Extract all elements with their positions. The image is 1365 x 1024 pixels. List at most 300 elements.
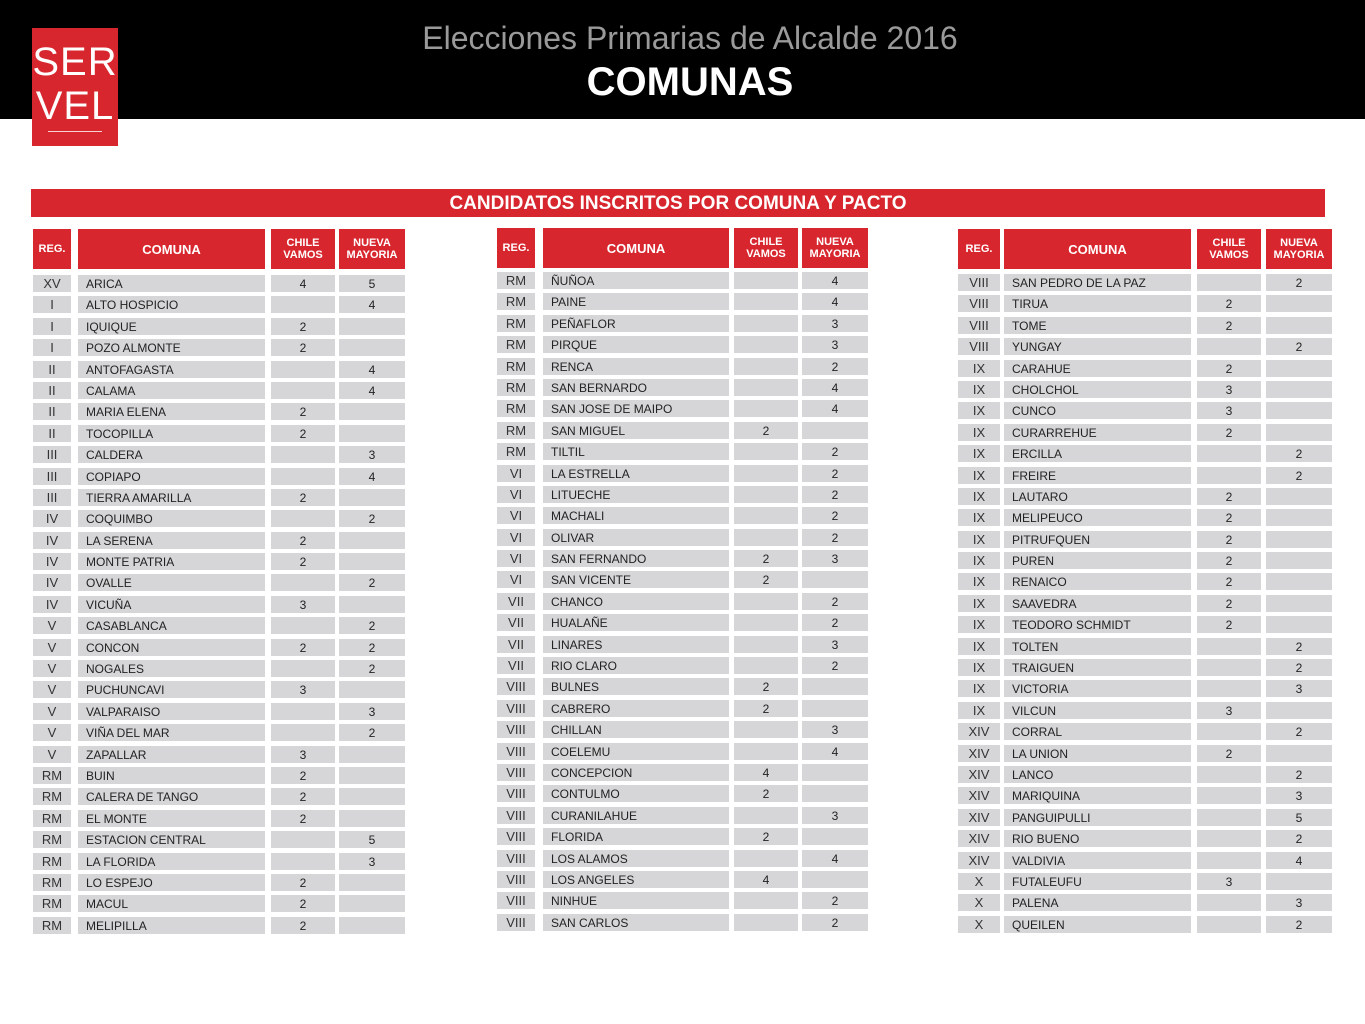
cell-chile-vamos: [271, 468, 335, 485]
cell-chile-vamos: 4: [734, 871, 798, 888]
cell-reg: VII: [497, 614, 535, 631]
cell-comuna: FUTALEUFU: [1004, 873, 1191, 890]
cell-reg: IX: [958, 445, 1000, 462]
cell-chile-vamos: [734, 529, 798, 546]
cell-reg: IV: [33, 574, 71, 591]
cell-comuna: FLORIDA: [543, 828, 729, 845]
cell-nueva-mayoria: 2: [1266, 766, 1332, 783]
cell-nueva-mayoria: [1266, 488, 1332, 505]
cell-comuna: MELIPEUCO: [1004, 509, 1191, 526]
cell-reg: VI: [497, 507, 535, 524]
cell-chile-vamos: [734, 721, 798, 738]
cell-nueva-mayoria: [1266, 509, 1332, 526]
cell-reg: IX: [958, 424, 1000, 441]
cell-chile-vamos: [734, 443, 798, 460]
cell-chile-vamos: 2: [734, 678, 798, 695]
cell-nueva-mayoria: 2: [1266, 467, 1332, 484]
cell-reg: XIV: [958, 745, 1000, 762]
cell-nueva-mayoria: 3: [802, 636, 868, 653]
cell-chile-vamos: [271, 703, 335, 720]
cell-nueva-mayoria: 3: [802, 721, 868, 738]
cell-nueva-mayoria: 4: [339, 468, 405, 485]
cell-comuna: LA ESTRELLA: [543, 465, 729, 482]
top-banner: [0, 0, 1365, 128]
cell-reg: IX: [958, 381, 1000, 398]
cell-nueva-mayoria: 5: [339, 275, 405, 292]
cell-nueva-mayoria: 4: [802, 400, 868, 417]
cell-comuna: NOGALES: [78, 660, 265, 677]
cell-reg: IV: [33, 553, 71, 570]
cell-chile-vamos: 2: [1197, 573, 1261, 590]
cell-chile-vamos: [1197, 766, 1261, 783]
cell-nueva-mayoria: [1266, 595, 1332, 612]
cell-nueva-mayoria: [339, 489, 405, 506]
cell-comuna: VALDIVIA: [1004, 852, 1191, 869]
cell-nueva-mayoria: [339, 596, 405, 613]
cell-reg: IX: [958, 573, 1000, 590]
cell-nueva-mayoria: 4: [802, 379, 868, 396]
cell-comuna: TIERRA AMARILLA: [78, 489, 265, 506]
cell-nueva-mayoria: [1266, 402, 1332, 419]
cell-nueva-mayoria: [339, 318, 405, 335]
cell-reg: IX: [958, 360, 1000, 377]
cell-chile-vamos: [734, 465, 798, 482]
cell-comuna: SAN PEDRO DE LA PAZ: [1004, 274, 1191, 291]
cell-comuna: FREIRE: [1004, 467, 1191, 484]
cell-reg: RM: [497, 293, 535, 310]
cell-reg: RM: [33, 917, 71, 934]
cell-reg: IX: [958, 509, 1000, 526]
cell-nueva-mayoria: 3: [1266, 787, 1332, 804]
cell-reg: VIII: [958, 338, 1000, 355]
cell-nueva-mayoria: 4: [802, 850, 868, 867]
header-comuna: COMUNA: [543, 228, 729, 268]
cell-nueva-mayoria: 2: [1266, 274, 1332, 291]
cell-nueva-mayoria: [802, 678, 868, 695]
cell-nueva-mayoria: 2: [802, 465, 868, 482]
cell-chile-vamos: [1197, 852, 1261, 869]
cell-nueva-mayoria: 5: [339, 831, 405, 848]
cell-nueva-mayoria: 2: [339, 639, 405, 656]
cell-comuna: CALDERA: [78, 446, 265, 463]
cell-comuna: RENCA: [543, 358, 729, 375]
cell-comuna: CONTULMO: [543, 785, 729, 802]
cell-chile-vamos: [1197, 916, 1261, 933]
cell-chile-vamos: [734, 336, 798, 353]
cell-chile-vamos: 3: [1197, 873, 1261, 890]
cell-chile-vamos: [271, 510, 335, 527]
cell-chile-vamos: 2: [271, 318, 335, 335]
cell-chile-vamos: 2: [1197, 360, 1261, 377]
cell-comuna: RENAICO: [1004, 573, 1191, 590]
cell-reg: IX: [958, 702, 1000, 719]
cell-nueva-mayoria: 2: [802, 507, 868, 524]
cell-comuna: CARAHUE: [1004, 360, 1191, 377]
cell-chile-vamos: [271, 617, 335, 634]
cell-chile-vamos: 4: [734, 764, 798, 781]
cell-chile-vamos: [1197, 638, 1261, 655]
cell-reg: IX: [958, 531, 1000, 548]
cell-nueva-mayoria: 2: [339, 574, 405, 591]
cell-comuna: MELIPILLA: [78, 917, 265, 934]
cell-reg: V: [33, 660, 71, 677]
cell-reg: V: [33, 724, 71, 741]
cell-chile-vamos: 2: [1197, 616, 1261, 633]
cell-reg: RM: [497, 400, 535, 417]
cell-nueva-mayoria: 3: [339, 853, 405, 870]
cell-nueva-mayoria: 2: [1266, 338, 1332, 355]
cell-reg: III: [33, 446, 71, 463]
cell-reg: RM: [33, 810, 71, 827]
cell-chile-vamos: [734, 507, 798, 524]
cell-chile-vamos: [1197, 274, 1261, 291]
cell-reg: VIII: [958, 295, 1000, 312]
cell-comuna: PUREN: [1004, 552, 1191, 569]
cell-reg: I: [33, 339, 71, 356]
cell-reg: RM: [497, 336, 535, 353]
cell-reg: VIII: [497, 785, 535, 802]
cell-nueva-mayoria: 2: [1266, 445, 1332, 462]
cell-comuna: LINARES: [543, 636, 729, 653]
header-reg: REG.: [958, 229, 1000, 269]
cell-reg: RM: [33, 788, 71, 805]
cell-comuna: POZO ALMONTE: [78, 339, 265, 356]
cell-comuna: ESTACION CENTRAL: [78, 831, 265, 848]
cell-comuna: ZAPALLAR: [78, 746, 265, 763]
cell-nueva-mayoria: [802, 571, 868, 588]
cell-reg: VIII: [497, 828, 535, 845]
cell-chile-vamos: [271, 382, 335, 399]
cell-nueva-mayoria: [1266, 873, 1332, 890]
cell-chile-vamos: 2: [734, 785, 798, 802]
cell-chile-vamos: [734, 850, 798, 867]
cell-chile-vamos: [271, 296, 335, 313]
cell-comuna: TEODORO SCHMIDT: [1004, 616, 1191, 633]
cell-comuna: VILCUN: [1004, 702, 1191, 719]
cell-reg: VI: [497, 486, 535, 503]
cell-chile-vamos: [734, 593, 798, 610]
cell-chile-vamos: 2: [271, 553, 335, 570]
cell-chile-vamos: [271, 853, 335, 870]
cell-reg: VIII: [497, 678, 535, 695]
cell-chile-vamos: [734, 614, 798, 631]
cell-reg: IX: [958, 638, 1000, 655]
cell-chile-vamos: [734, 400, 798, 417]
cell-nueva-mayoria: [1266, 295, 1332, 312]
cell-comuna: VICTORIA: [1004, 680, 1191, 697]
cell-nueva-mayoria: 4: [802, 272, 868, 289]
cell-comuna: PITRUFQUEN: [1004, 531, 1191, 548]
cell-chile-vamos: [734, 914, 798, 931]
cell-nueva-mayoria: 2: [339, 510, 405, 527]
cell-nueva-mayoria: [339, 403, 405, 420]
cell-reg: VIII: [497, 892, 535, 909]
cell-nueva-mayoria: 2: [802, 529, 868, 546]
cell-comuna: CURARREHUE: [1004, 424, 1191, 441]
cell-reg: RM: [33, 853, 71, 870]
logo-line-2: VEL: [35, 84, 115, 128]
cell-comuna: SAN JOSE DE MAIPO: [543, 400, 729, 417]
cell-nueva-mayoria: [1266, 702, 1332, 719]
cell-nueva-mayoria: 2: [1266, 830, 1332, 847]
cell-chile-vamos: 2: [271, 917, 335, 934]
cell-comuna: RIO BUENO: [1004, 830, 1191, 847]
cell-chile-vamos: [734, 379, 798, 396]
cell-nueva-mayoria: 5: [1266, 809, 1332, 826]
cell-nueva-mayoria: [802, 422, 868, 439]
cell-nueva-mayoria: [339, 874, 405, 891]
cell-comuna: CUNCO: [1004, 402, 1191, 419]
cell-nueva-mayoria: 2: [339, 617, 405, 634]
cell-reg: IV: [33, 510, 71, 527]
cell-comuna: VALPARAISO: [78, 703, 265, 720]
cell-comuna: CHANCO: [543, 593, 729, 610]
cell-comuna: PAINE: [543, 293, 729, 310]
cell-chile-vamos: [1197, 830, 1261, 847]
cell-chile-vamos: [1197, 338, 1261, 355]
cell-chile-vamos: 2: [271, 339, 335, 356]
cell-nueva-mayoria: 3: [802, 807, 868, 824]
cell-reg: XIV: [958, 766, 1000, 783]
cell-comuna: SAN FERNANDO: [543, 550, 729, 567]
cell-comuna: HUALAÑE: [543, 614, 729, 631]
cell-nueva-mayoria: 2: [1266, 916, 1332, 933]
cell-chile-vamos: [1197, 894, 1261, 911]
cell-chile-vamos: [1197, 723, 1261, 740]
cell-nueva-mayoria: 4: [339, 361, 405, 378]
cell-chile-vamos: [1197, 809, 1261, 826]
header-nueva-mayoria: NUEVA MAYORIA: [802, 228, 868, 268]
cell-comuna: SAN CARLOS: [543, 914, 729, 931]
cell-reg: VIII: [497, 871, 535, 888]
cell-reg: IX: [958, 488, 1000, 505]
cell-reg: VI: [497, 465, 535, 482]
cell-chile-vamos: [271, 574, 335, 591]
cell-reg: VII: [497, 657, 535, 674]
cell-comuna: LA SERENA: [78, 532, 265, 549]
header-chile-vamos: CHILE VAMOS: [271, 229, 335, 269]
cell-nueva-mayoria: [1266, 381, 1332, 398]
cell-chile-vamos: 2: [1197, 424, 1261, 441]
cell-reg: II: [33, 403, 71, 420]
cell-reg: VIII: [497, 764, 535, 781]
cell-reg: IV: [33, 532, 71, 549]
cell-chile-vamos: 3: [271, 681, 335, 698]
cell-chile-vamos: [734, 743, 798, 760]
cell-nueva-mayoria: 2: [802, 892, 868, 909]
cell-comuna: PUCHUNCAVI: [78, 681, 265, 698]
cell-comuna: TOCOPILLA: [78, 425, 265, 442]
cell-nueva-mayoria: [1266, 317, 1332, 334]
cell-reg: V: [33, 681, 71, 698]
cell-chile-vamos: 2: [271, 425, 335, 442]
cell-nueva-mayoria: [339, 339, 405, 356]
section-title: CANDIDATOS INSCRITOS POR COMUNA Y PACTO: [31, 189, 1325, 217]
cell-reg: VI: [497, 571, 535, 588]
cell-nueva-mayoria: [339, 532, 405, 549]
cell-nueva-mayoria: 4: [802, 293, 868, 310]
cell-comuna: MARIA ELENA: [78, 403, 265, 420]
cell-reg: VIII: [497, 850, 535, 867]
cell-nueva-mayoria: [802, 785, 868, 802]
cell-chile-vamos: [734, 657, 798, 674]
cell-reg: XIV: [958, 852, 1000, 869]
cell-chile-vamos: [734, 892, 798, 909]
servel-logo: [32, 28, 118, 146]
cell-chile-vamos: [734, 315, 798, 332]
cell-comuna: CABRERO: [543, 700, 729, 717]
cell-comuna: LO ESPEJO: [78, 874, 265, 891]
cell-comuna: YUNGAY: [1004, 338, 1191, 355]
cell-reg: VII: [497, 593, 535, 610]
cell-chile-vamos: 2: [734, 700, 798, 717]
cell-chile-vamos: 2: [1197, 595, 1261, 612]
cell-nueva-mayoria: [1266, 424, 1332, 441]
logo-rule: [48, 131, 102, 132]
cell-chile-vamos: [1197, 787, 1261, 804]
cell-nueva-mayoria: 3: [1266, 894, 1332, 911]
cell-chile-vamos: 3: [1197, 402, 1261, 419]
cell-comuna: OVALLE: [78, 574, 265, 591]
cell-comuna: LANCO: [1004, 766, 1191, 783]
cell-reg: RM: [497, 379, 535, 396]
cell-reg: VIII: [958, 274, 1000, 291]
cell-nueva-mayoria: [1266, 616, 1332, 633]
cell-comuna: TOME: [1004, 317, 1191, 334]
cell-nueva-mayoria: 2: [802, 443, 868, 460]
cell-comuna: CASABLANCA: [78, 617, 265, 634]
cell-reg: RM: [497, 272, 535, 289]
cell-nueva-mayoria: 4: [1266, 852, 1332, 869]
cell-chile-vamos: 2: [271, 874, 335, 891]
cell-nueva-mayoria: 2: [339, 660, 405, 677]
cell-comuna: TIRUA: [1004, 295, 1191, 312]
cell-chile-vamos: 2: [1197, 552, 1261, 569]
cell-comuna: TRAIGUEN: [1004, 659, 1191, 676]
cell-reg: IX: [958, 616, 1000, 633]
cell-nueva-mayoria: 2: [802, 657, 868, 674]
cell-reg: RM: [497, 358, 535, 375]
cell-reg: VIII: [958, 317, 1000, 334]
cell-comuna: PEÑAFLOR: [543, 315, 729, 332]
cell-chile-vamos: 2: [271, 639, 335, 656]
cell-reg: VIII: [497, 914, 535, 931]
cell-nueva-mayoria: 4: [339, 296, 405, 313]
cell-comuna: NINHUE: [543, 892, 729, 909]
cell-comuna: COQUIMBO: [78, 510, 265, 527]
cell-nueva-mayoria: [339, 425, 405, 442]
cell-reg: X: [958, 894, 1000, 911]
cell-nueva-mayoria: 2: [802, 614, 868, 631]
cell-nueva-mayoria: 3: [802, 550, 868, 567]
cell-chile-vamos: 2: [734, 422, 798, 439]
cell-nueva-mayoria: 2: [1266, 659, 1332, 676]
cell-chile-vamos: 4: [271, 275, 335, 292]
cell-nueva-mayoria: [339, 788, 405, 805]
cell-nueva-mayoria: [802, 764, 868, 781]
header-chile-vamos: CHILE VAMOS: [1197, 229, 1261, 269]
cell-chile-vamos: 2: [734, 550, 798, 567]
logo-line-1: SER: [32, 40, 118, 84]
cell-comuna: ARICA: [78, 275, 265, 292]
cell-reg: RM: [33, 895, 71, 912]
cell-reg: V: [33, 746, 71, 763]
cell-chile-vamos: [734, 358, 798, 375]
cell-comuna: LAUTARO: [1004, 488, 1191, 505]
cell-chile-vamos: [1197, 680, 1261, 697]
cell-comuna: VIÑA DEL MAR: [78, 724, 265, 741]
cell-comuna: CONCON: [78, 639, 265, 656]
cell-reg: XV: [33, 275, 71, 292]
cell-nueva-mayoria: 2: [1266, 723, 1332, 740]
cell-reg: II: [33, 425, 71, 442]
header-comuna: COMUNA: [1004, 229, 1191, 269]
cell-nueva-mayoria: [339, 767, 405, 784]
cell-chile-vamos: 2: [1197, 531, 1261, 548]
header-reg: REG.: [497, 228, 535, 268]
cell-reg: RM: [33, 874, 71, 891]
cell-nueva-mayoria: 4: [802, 743, 868, 760]
cell-comuna: MACHALI: [543, 507, 729, 524]
cell-comuna: VICUÑA: [78, 596, 265, 613]
cell-comuna: MONTE PATRIA: [78, 553, 265, 570]
cell-comuna: CONCEPCION: [543, 764, 729, 781]
cell-nueva-mayoria: 3: [802, 336, 868, 353]
cell-nueva-mayoria: [1266, 531, 1332, 548]
cell-comuna: ALTO HOSPICIO: [78, 296, 265, 313]
cell-chile-vamos: 3: [271, 596, 335, 613]
cell-chile-vamos: 3: [1197, 702, 1261, 719]
cell-reg: I: [33, 318, 71, 335]
cell-nueva-mayoria: [339, 681, 405, 698]
cell-comuna: ÑUÑOA: [543, 272, 729, 289]
cell-reg: III: [33, 468, 71, 485]
cell-comuna: CHILLAN: [543, 721, 729, 738]
cell-reg: II: [33, 361, 71, 378]
cell-chile-vamos: 2: [271, 532, 335, 549]
cell-comuna: SAN VICENTE: [543, 571, 729, 588]
cell-reg: IX: [958, 552, 1000, 569]
cell-nueva-mayoria: [802, 700, 868, 717]
cell-chile-vamos: 2: [271, 895, 335, 912]
cell-nueva-mayoria: 3: [339, 703, 405, 720]
header-reg: REG.: [33, 229, 71, 269]
cell-nueva-mayoria: 2: [1266, 638, 1332, 655]
header-chile-vamos: CHILE VAMOS: [734, 228, 798, 268]
cell-reg: X: [958, 873, 1000, 890]
cell-nueva-mayoria: 4: [339, 382, 405, 399]
cell-comuna: TILTIL: [543, 443, 729, 460]
cell-reg: IX: [958, 402, 1000, 419]
cell-chile-vamos: [271, 831, 335, 848]
cell-nueva-mayoria: 2: [802, 914, 868, 931]
cell-reg: XIV: [958, 787, 1000, 804]
cell-nueva-mayoria: [339, 917, 405, 934]
cell-comuna: BULNES: [543, 678, 729, 695]
cell-reg: I: [33, 296, 71, 313]
cell-chile-vamos: 2: [1197, 295, 1261, 312]
cell-nueva-mayoria: [802, 828, 868, 845]
cell-nueva-mayoria: 2: [802, 593, 868, 610]
cell-comuna: SAN MIGUEL: [543, 422, 729, 439]
cell-nueva-mayoria: [802, 871, 868, 888]
cell-comuna: EL MONTE: [78, 810, 265, 827]
cell-comuna: SAAVEDRA: [1004, 595, 1191, 612]
cell-nueva-mayoria: [1266, 360, 1332, 377]
cell-comuna: CALAMA: [78, 382, 265, 399]
cell-comuna: CURANILAHUE: [543, 807, 729, 824]
cell-chile-vamos: [734, 486, 798, 503]
